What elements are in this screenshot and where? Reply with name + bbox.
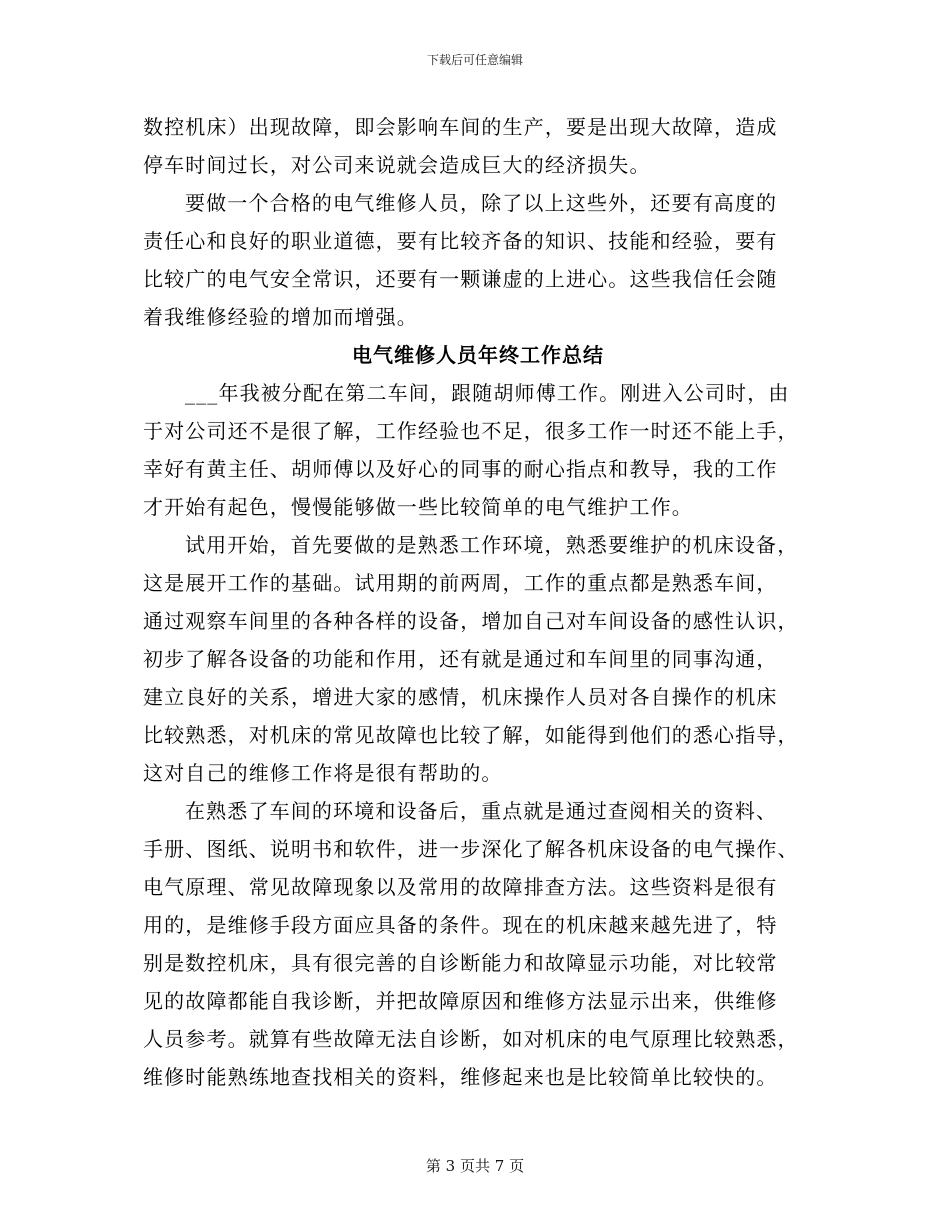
text-line: 这是展开工作的基础。试用期的前两周，工作的重点都是熟悉车间，	[143, 571, 778, 595]
page-footer: 第 3 页共 7 页	[425, 1157, 525, 1175]
document-body	[143, 108, 813, 1096]
text-line: 责任心和良好的职业道德，要有比较齐备的知识、技能和经验，要有	[143, 229, 778, 253]
text-line: 这对自己的维修工作将是很有帮助的。	[143, 761, 503, 785]
text-line: 着我维修经验的增加而增强。	[143, 305, 418, 329]
text-line: 用的，是维修手段方面应具备的条件。现在的机床越来越先进了，特	[143, 913, 778, 937]
text-line: 要做一个合格的电气维修人员，除了以上这些外，还要有高度的	[185, 191, 778, 215]
section-title: 电气维修人员年终工作总结	[352, 343, 604, 367]
text-line: 见的故障都能自我诊断，并把故障原因和维修方法显示出来，供维修	[143, 989, 778, 1013]
text-line: 人员参考。就算有些故障无法自诊断，如对机床的电气原理比较熟悉，	[143, 1027, 799, 1051]
text-line: 手册、图纸、说明书和软件，进一步深化了解各机床设备的电气操作、	[143, 837, 799, 861]
page-header: 下载后可任意编辑	[426, 53, 523, 67]
text-line: 才开始有起色，慢慢能够做一些比较简单的电气维护工作。	[143, 495, 693, 519]
text-line: 比较熟悉，对机床的常见故障也比较了解，如能得到他们的悉心指导，	[143, 723, 799, 747]
text-line: 幸好有黄主任、胡师傅以及好心的同事的耐心指点和教导，我的工作	[143, 457, 778, 481]
text-line: 停车时间过长，对公司来说就会造成巨大的经济损失。	[143, 153, 651, 177]
text-line: 比较广的电气安全常识，还要有一颗谦虚的上进心。这些我信任会随	[143, 267, 778, 291]
text-line: 于对公司还不是很了解，工作经验也不足，很多工作一时还不能上手，	[143, 419, 799, 443]
text-line: ___年我被分配在第二车间，跟随胡师傅工作。刚进入公司时，由	[185, 381, 790, 405]
text-line: 通过观察车间里的各种各样的设备，增加自己对车间设备的感性认识，	[143, 609, 799, 633]
text-line: 别是数控机床，具有很完善的自诊断能力和故障显示功能，对比较常	[143, 951, 778, 975]
text-line: 数控机床）出现故障，即会影响车间的生产，要是出现大故障，造成	[143, 115, 778, 139]
text-line: 建立良好的关系，增进大家的感情，机床操作人员对各自操作的机床	[143, 685, 778, 709]
text-line: 在熟悉了车间的环境和设备后，重点就是通过查阅相关的资料、	[185, 799, 778, 823]
text-line: 初步了解各设备的功能和作用，还有就是通过和车间里的同事沟通，	[143, 647, 778, 671]
text-line: 试用开始，首先要做的是熟悉工作环境，熟悉要维护的机床设备，	[185, 533, 799, 557]
text-line: 电气原理、常见故障现象以及常用的故障排查方法。这些资料是很有	[143, 875, 778, 899]
text-line: 维修时能熟练地查找相关的资料，维修起来也是比较简单比较快的。	[143, 1065, 778, 1089]
